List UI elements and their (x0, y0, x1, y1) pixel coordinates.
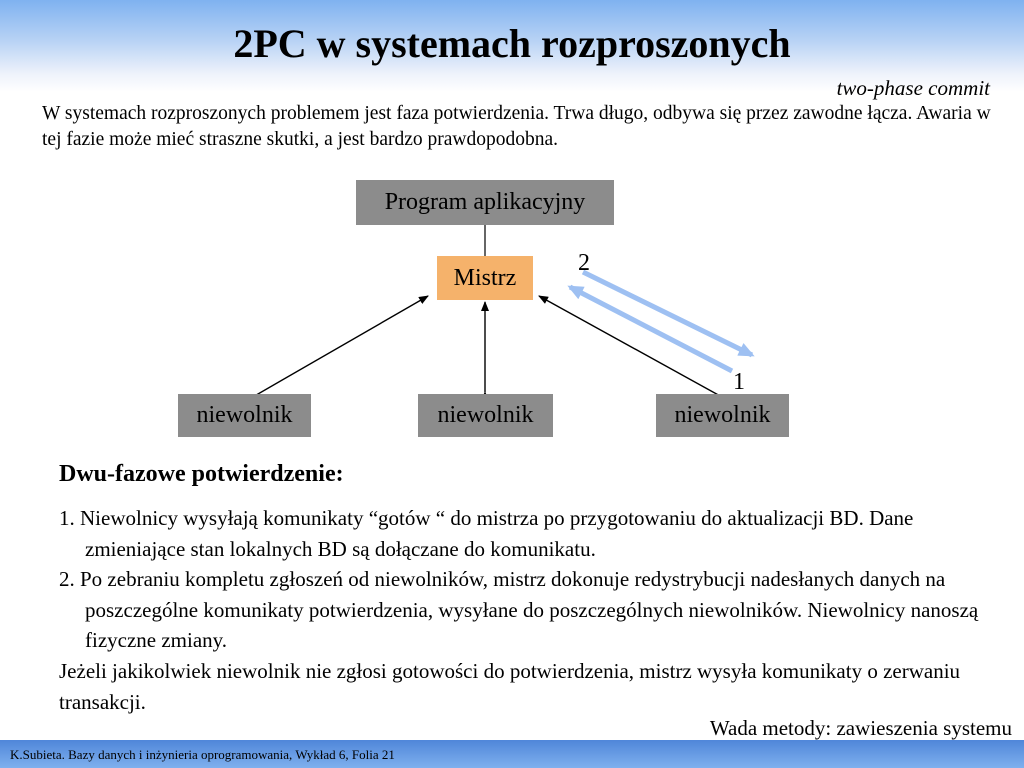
slave-box-left: niewolnik (178, 394, 311, 437)
slide-subtitle: two-phase commit (836, 76, 990, 100)
application-program-box: Program aplikacyjny (356, 180, 614, 225)
method-drawback: Wada metody: zawieszenia systemu (709, 716, 1012, 740)
protocol-heading: Dwu-fazowe potwierdzenie: (59, 461, 344, 487)
slide-title: 2PC w systemach rozproszonych (233, 21, 791, 66)
phase-arrow-commit (583, 272, 752, 355)
protocol-step: 1. Niewolnicy wysyłają komunikaty “gotów “ do mistrza po przygotowaniu do aktualizacji BD. Dane zmieniające stan lokalnych BD są dołączane do komunikatu. (59, 506, 914, 561)
step-marker-2: 2 (578, 250, 590, 276)
protocol-step: 2. Po zebraniu kompletu zgłoszeń od niewolników, mistrz dokonuje redystrybucji nadesłanych danych na poszczególne komunikaty potwierdzenia, wysyłane do poszczególnych niewolników. Niewolnicy nanoszą fizyczne zmiany. (59, 567, 979, 653)
step-marker-1: 1 (733, 369, 745, 395)
abort-note: Jeżeli jakikolwiek niewolnik nie zgłosi gotowości do potwierdzenia, mistrz wysyła komunikaty o zerwaniu transakcji. (59, 659, 961, 714)
slave-box-middle: niewolnik (418, 394, 553, 437)
arrow-master-slave-left (251, 296, 428, 398)
footer-text: K.Subieta. Bazy danych i inżynieria oprogramowania, Wykład 6, Folia 21 (10, 747, 395, 762)
master-box: Mistrz (437, 256, 533, 300)
intro-paragraph: W systemach rozproszonych problemem jest faza potwierdzenia. Trwa długo, odbywa się przez zawodne łącza. Awaria w tej fazie może mieć straszne skutki, a jest bardzo prawdopodobna. (42, 103, 991, 150)
protocol-steps (59, 503, 1009, 656)
slave-box-right: niewolnik (656, 394, 789, 437)
arrow-master-slave-right (539, 296, 722, 397)
